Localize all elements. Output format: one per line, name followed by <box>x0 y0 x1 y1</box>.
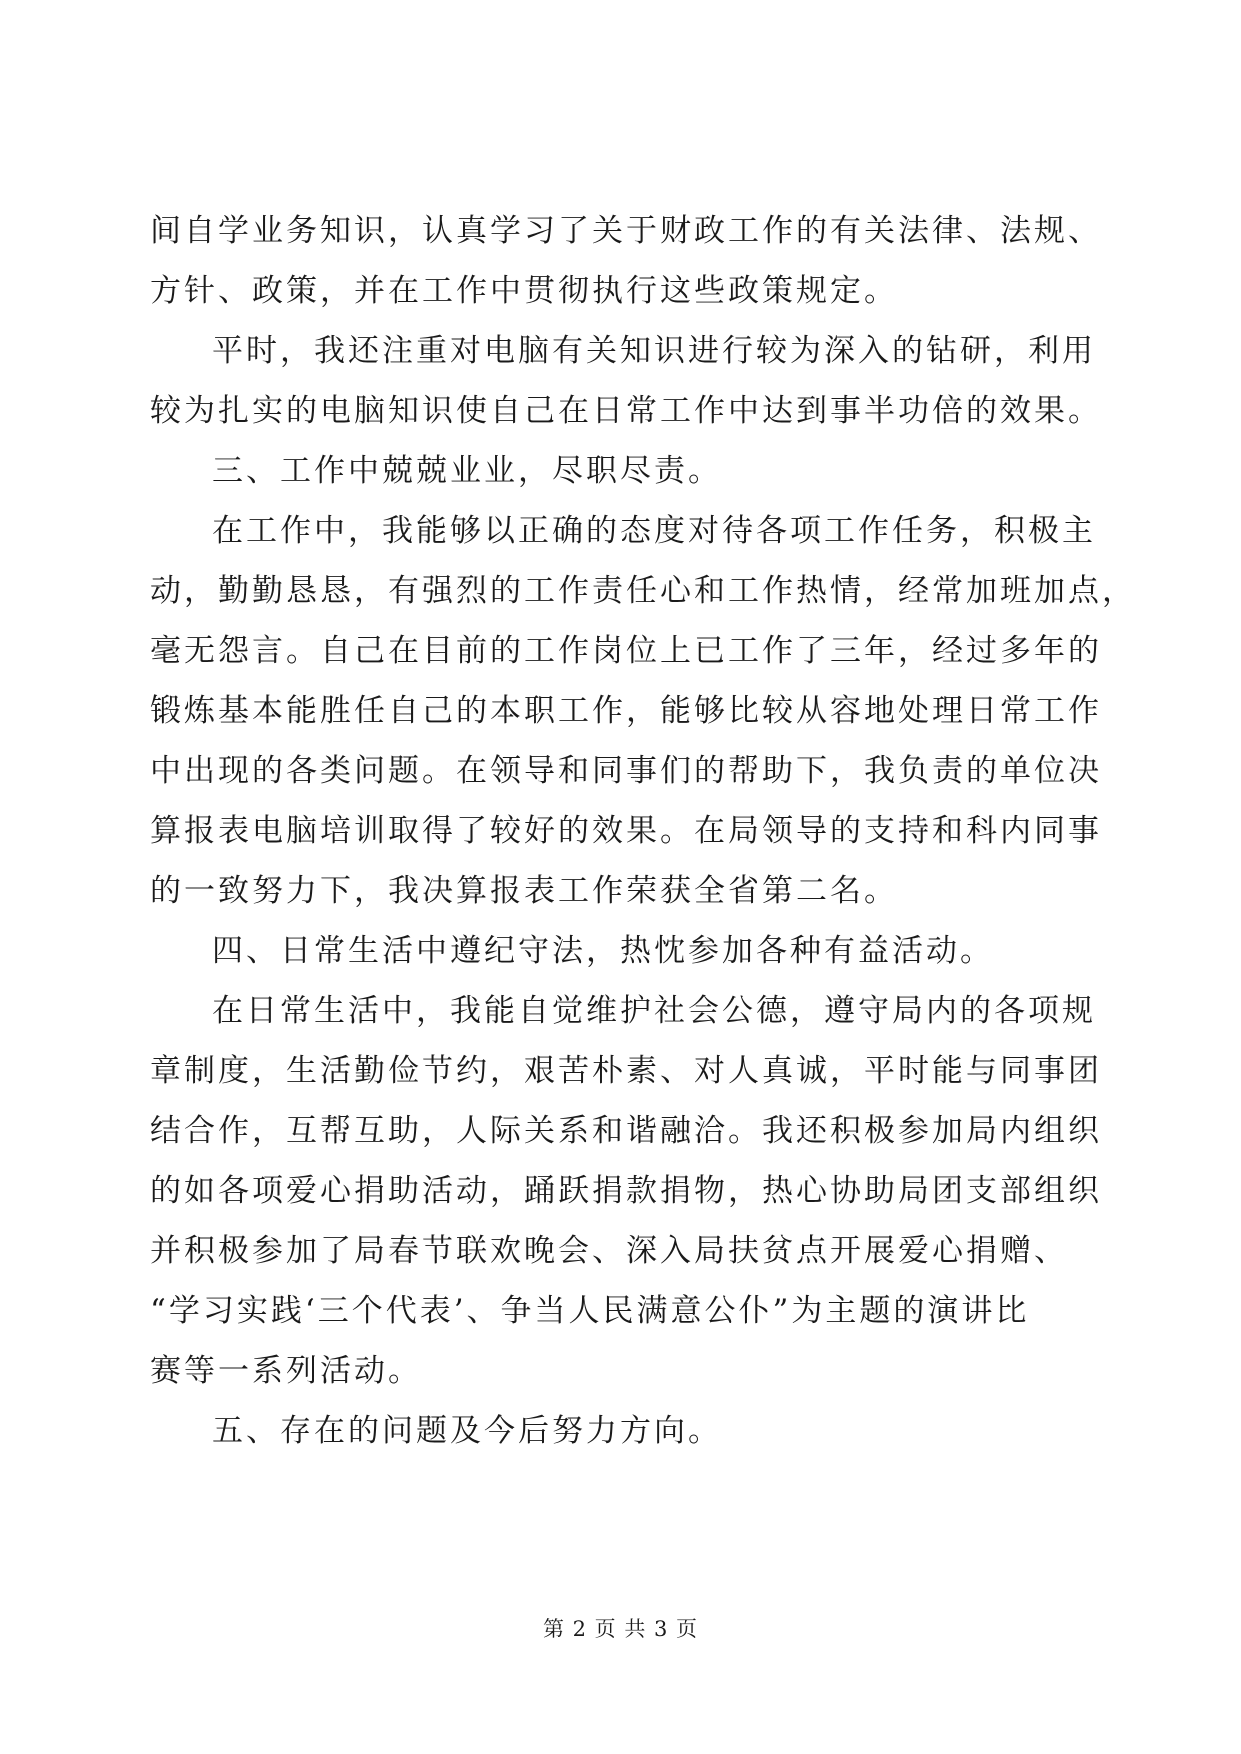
text-line: 锻炼基本能胜任自己的本职工作，能够比较从容地处理日常工作 <box>150 693 1102 729</box>
text-line: 并积极参加了局春节联欢晚会、深入局扶贫点开展爱心捐赠、 <box>150 1233 1068 1269</box>
text-line: 的一致努力下，我决算报表工作荣获全省第二名。 <box>150 873 898 909</box>
section-heading: 三、工作中兢兢业业，尽职尽责。 <box>212 453 722 489</box>
section-heading: 五、存在的问题及今后努力方向。 <box>212 1413 722 1449</box>
text-line: 动，勤勤恳恳，有强烈的工作责任心和工作热情，经常加班加点， <box>150 573 1136 609</box>
text-line: 的如各项爱心捐助活动，踊跃捐款捐物，热心协助局团支部组织 <box>150 1173 1102 1209</box>
page-number-footer: 第 2 页 共 3 页 <box>542 1617 699 1641</box>
text-line: 算报表电脑培训取得了较好的效果。在局领导的支持和科内同事 <box>150 813 1102 849</box>
text-line: 中出现的各类问题。在领导和同事们的帮助下，我负责的单位决 <box>150 753 1102 789</box>
text-line: 平时，我还注重对电脑有关知识进行较为深入的钻研，利用 <box>212 333 1096 369</box>
text-line: 结合作，互帮互助，人际关系和谐融洽。我还积极参加局内组织 <box>150 1113 1102 1149</box>
section-heading: 四、日常生活中遵纪守法，热忱参加各种有益活动。 <box>212 933 994 969</box>
text-line: 章制度，生活勤俭节约，艰苦朴素、对人真诚，平时能与同事团 <box>150 1053 1102 1089</box>
text-line: 在日常生活中，我能自觉维护社会公德，遵守局内的各项规 <box>212 993 1096 1029</box>
text-line: “学习实践‘三个代表’、争当人民满意公仆”为主题的演讲比 <box>150 1293 1030 1329</box>
text-line: 在工作中，我能够以正确的态度对待各项工作任务，积极主 <box>212 513 1096 549</box>
text-line: 较为扎实的电脑知识使自己在日常工作中达到事半功倍的效果。 <box>150 393 1102 429</box>
text-line: 毫无怨言。自己在目前的工作岗位上已工作了三年，经过多年的 <box>150 633 1102 669</box>
text-line: 赛等一系列活动。 <box>150 1353 422 1389</box>
text-line: 方针、政策，并在工作中贯彻执行这些政策规定。 <box>150 273 898 309</box>
text-line: 间自学业务知识，认真学习了关于财政工作的有关法律、法规、 <box>150 213 1102 249</box>
